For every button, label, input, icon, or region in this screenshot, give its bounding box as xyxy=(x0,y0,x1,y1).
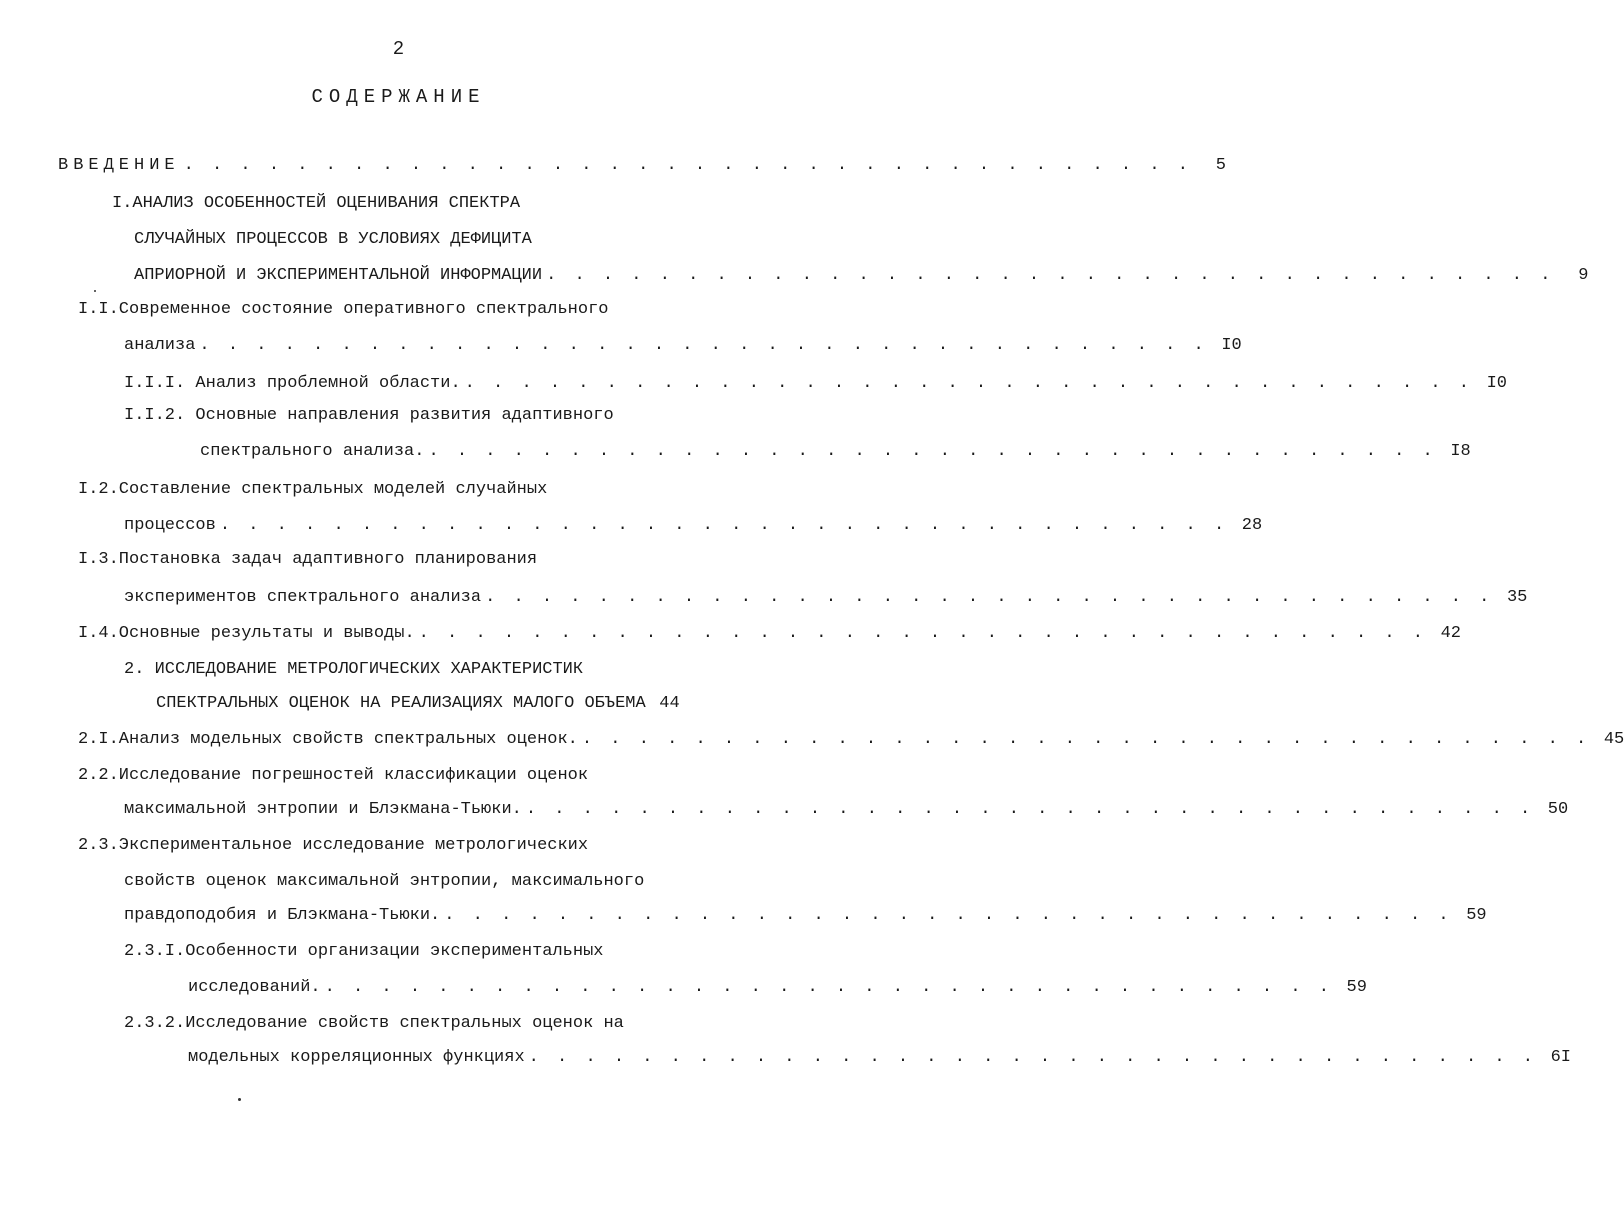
toc-entry-text: свойств оценок максимальной энтропии, максимального xyxy=(124,872,645,891)
toc-section-2-3-line-2 xyxy=(124,870,644,894)
toc-title: СОДЕРЖАНИЕ xyxy=(311,86,486,108)
dot-leader: . . . . . . . . . . . . . . . . . . . . . . . . . . . . . . . . . . . . xyxy=(324,978,1333,997)
dot-leader: . . . . . . . . . . . . . . . . . . . . . . . . . . . . . . . . . . . . xyxy=(428,442,1437,461)
toc-section-2-3-line-1 xyxy=(78,834,588,858)
toc-entry-text: I.3.Постановка задач адаптивного планирования xyxy=(78,550,538,569)
toc-section-1-4 xyxy=(78,622,1461,646)
toc-entry-text: 2.I.Анализ модельных свойств спектральных оценок. xyxy=(78,730,578,749)
toc-section-2-3-line-3 xyxy=(124,904,1487,928)
toc-section-2-2-line-2 xyxy=(124,798,1569,822)
toc-entry-text: анализа xyxy=(124,336,196,355)
toc-subsection-2-3-2-line-2 xyxy=(188,1046,1571,1070)
toc-entry-page: 42 xyxy=(1440,624,1461,643)
toc-entry-page: 9 xyxy=(1578,266,1589,285)
toc-subsection-2-3-1-line-1 xyxy=(124,940,603,964)
dot-leader: . . . . . . . . . . . . . . . . . . . . . . . . . . . . . . . . . . . . xyxy=(581,730,1591,749)
scan-speck xyxy=(94,290,96,292)
toc-entry-text: I.I.2. Основные направления развития адаптивного xyxy=(124,406,614,425)
toc-chapter-1-line-1 xyxy=(112,192,520,216)
toc-section-1-2-line-1 xyxy=(78,478,547,502)
toc-entry-text: правдоподобия и Блэкмана-Тьюки. xyxy=(124,906,441,925)
toc-section-1-3-line-1 xyxy=(78,548,537,572)
toc-entry-page: 50 xyxy=(1547,800,1569,819)
dot-leader: . . . . . . . . . . . . . . . . . . . . . . . . . . . . . . . . . . . . xyxy=(199,336,1208,355)
toc-entry-page: 59 xyxy=(1346,978,1367,997)
toc-entry-text: модельных корреляционных функциях xyxy=(188,1048,525,1067)
dot-leader: . . . . . . . . . . . . . . . . . . . . . . . . . . . . . . . . . . . . xyxy=(183,156,1192,175)
toc-chapter-1-line-3 xyxy=(134,264,1589,288)
toc-entry-text: I.I.I. Анализ проблемной области. xyxy=(124,374,461,393)
toc-entry-text: I.4.Основные результаты и выводы. xyxy=(78,624,415,643)
toc-entry-page: 6I xyxy=(1550,1048,1571,1067)
toc-entry-text: 2.3.2.Исследование свойств спектральных оценок на xyxy=(124,1014,624,1033)
toc-entry-text: экспериментов спектрального анализа xyxy=(124,588,482,607)
toc-entry-text: I.I.Современное состояние оперативного спектрального xyxy=(78,300,609,319)
toc-entry-text: I.АНАЛИЗ ОСОБЕННОСТЕЙ ОЦЕНИВАНИЯ СПЕКТРА xyxy=(112,194,521,213)
dot-leader: . . . . . . . . . . . . . . . . . . . . . . . . . . . . . . . . . . . . xyxy=(219,516,1229,535)
toc-entry-page: 28 xyxy=(1241,516,1263,535)
toc-entry-page: 59 xyxy=(1466,906,1487,925)
toc-chapter-2-line-1 xyxy=(124,658,583,682)
toc-entry-text: процессов xyxy=(124,516,216,535)
toc-section-1-2-line-2 xyxy=(124,514,1263,538)
toc-entry-page: 5 xyxy=(1215,156,1226,175)
toc-chapter-2-line-2 xyxy=(156,692,718,716)
page-number: 2 xyxy=(392,38,405,60)
toc-subsection-1-1-2-line-1 xyxy=(124,404,614,428)
scan-speck xyxy=(238,1098,241,1101)
dot-leader: . . . . . . . . . . . . . . . . . . . . . . . . . . . . . . . . . . . . xyxy=(485,588,1494,607)
toc-entry-text: ВВЕДЕНИЕ xyxy=(58,156,180,175)
toc-entry-text: максимальной энтропии и Блэкмана-Тьюки. xyxy=(124,800,522,819)
toc-chapter-1-line-2 xyxy=(134,228,532,252)
toc-section-2-1 xyxy=(78,728,1624,752)
toc-subsection-1-1-2-line-2 xyxy=(200,440,1471,464)
toc-entry-introduction xyxy=(58,154,1226,178)
toc-entry-text: I.2.Составление спектральных моделей случайных xyxy=(78,480,548,499)
toc-subsection-2-3-2-line-1 xyxy=(124,1012,624,1036)
dot-leader: . . . . . . . . . . . . . . . . . . . . . . . . . . . . . . . . . . . . xyxy=(444,906,1453,925)
toc-section-2-2-line-1 xyxy=(78,764,588,788)
toc-entry-text: исследований. xyxy=(188,978,321,997)
toc-section-1-1-line-2 xyxy=(124,334,1242,358)
toc-entry-text: спектрального анализа. xyxy=(200,442,425,461)
toc-subsection-2-3-1-line-2 xyxy=(188,976,1367,1000)
dot-leader: . . . . . . . . . . . . . . . . . . . . . . . . . . . . . . . . . . . . xyxy=(418,624,1427,643)
dot-leader: . . . . . . . . . . . . . . . . . . . . . . . . . . . . . . . . . . . . xyxy=(525,800,1535,819)
dot-leader: . . . . . . . . . . . . . . . . . . . . . . . . . . . . . . . . . . . . xyxy=(546,266,1555,285)
toc-entry-page: 45 xyxy=(1603,730,1624,749)
toc-entry-text: АПРИОРНОЙ И ЭКСПЕРИМЕНТАЛЬНОЙ ИНФОРМАЦИИ xyxy=(134,266,543,285)
toc-entry-text: 2.3.I.Особенности организации экспериментальных xyxy=(124,942,604,961)
toc-section-1-1-line-1 xyxy=(78,298,609,322)
dot-leader: . . . . . . . . . . . . . . . . . . . . . . . . . . . . . . . . . . . . xyxy=(528,1048,1537,1067)
toc-entry-page: 35 xyxy=(1506,588,1528,607)
toc-entry-text: 2.3.Экспериментальное исследование метрологических xyxy=(78,836,589,855)
toc-section-1-3-line-2 xyxy=(124,586,1528,610)
dot-leader: . . . . . . . . . . . . . . . . . . . . . . . . . . . . . . . . . . . . xyxy=(464,374,1473,393)
toc-entry-text: СЛУЧАЙНЫХ ПРОЦЕССОВ В УСЛОВИЯХ ДЕФИЦИТА xyxy=(134,230,532,249)
toc-entry-text: СПЕКТРАЛЬНЫХ ОЦЕНОК НА РЕАЛИЗАЦИЯХ МАЛОГО ОБЪЕМА xyxy=(156,694,646,713)
toc-entry-page: I0 xyxy=(1486,374,1507,393)
toc-entry-text: 2.2.Исследование погрешностей классификации оценок xyxy=(78,766,589,785)
toc-entry-page: I8 xyxy=(1450,442,1471,461)
toc-entry-text: 2. ИССЛЕДОВАНИЕ МЕТРОЛОГИЧЕСКИХ ХАРАКТЕРИСТИК xyxy=(124,660,584,679)
toc-subsection-1-1-1 xyxy=(124,372,1507,396)
toc-entry-page: 44 xyxy=(659,694,680,713)
toc-entry-page: I0 xyxy=(1221,336,1242,355)
